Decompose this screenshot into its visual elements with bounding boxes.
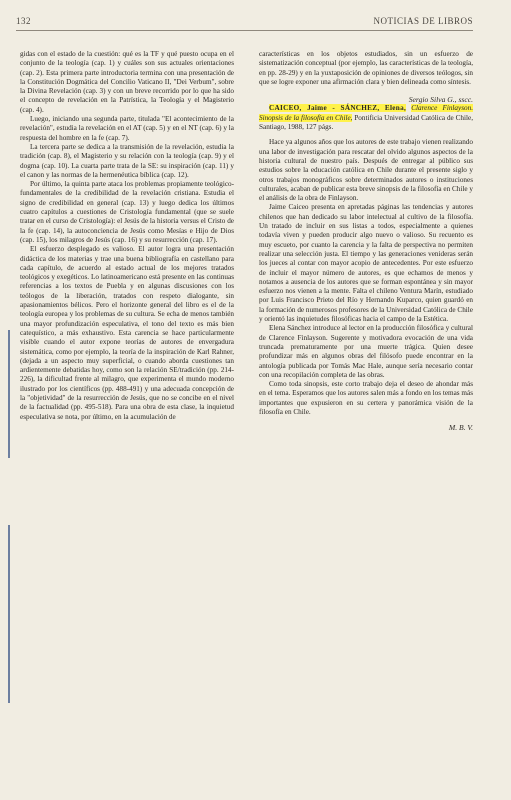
entry-authors: CAICEO, Jaime - SÁNCHEZ, Elena, bbox=[269, 104, 407, 113]
right-column bbox=[259, 50, 473, 433]
margin-annotation-bar bbox=[8, 330, 10, 458]
paragraph: Luego, iniciando una segunda parte, titulada "El acontecimiento de la revelación", estudia la revelación en el AT (cap. 5) y en el NT (cap. 6) y la respuesta del hombre en la fe (cap. 7). bbox=[20, 115, 234, 142]
entry-publication: Pontificia Universidad Católica de Chile, Santiago, 1988, 127 págs. bbox=[259, 113, 473, 132]
paragraph: El esfuerzo desplegado es valioso. El autor logra una presentación didáctica de los materias y trae una buena bibliografía en castellano para cada capítulo, de acuerdo al estado actual de los mejores tratados teológicos y exegéticos. Lo latinoamericano está presente en las continuas referencias a los textos de Puebla y en algunas discusiones con los teólogos de la liberación, tratados con respeto dialogante, sin apasionamientos bélicos. Pero el horizonte general del libro es el de la teología europea y los problemas de su cultura. Se echa de menos también una mayor profundización especulativa, el tono del texto es más bien catequístico, a más exhaustivo. Esta carencia se hace particularmente visible cuando el autor expone teorías de autores de envergadura sistemática, como por ejemplo, la teoría de la inspiración de Karl Rahner, (dejada a un aspecto muy superficial, o cuando aborda cuestiones tan ardientemente debatidas hoy, como son la relación SE/tradición (pp. 214-226), la dificultad frente al milagro, que experimenta el mundo moderno ilustrado por los científicos (pp. 488-491) y una adecuada concepción de la "objetividad" de la resurrección de Jesús, que no se concibe en el nivel de la factualidad (pp. 495-518). Para una obra de esta clase, la inquietud especulativa se nota, por último, en la acumulación de bbox=[20, 245, 234, 421]
reviewer-signature: Sergio Silva G., sscc. bbox=[408, 95, 473, 105]
page-number: 132 bbox=[16, 16, 31, 26]
paragraph: La tercera parte se dedica a la transmisión de la revelación, estudia la tradición (cap. 8), el Magisterio y su relación con la teología (cap. 9) y el dogma (cap. 10). La cuarta parte trata de la SE: su inspiración (cap. 11) y el canon y las normas de la hermenéutica bíblica (cap. 12). bbox=[20, 142, 234, 179]
left-column bbox=[20, 50, 234, 422]
paragraph: Elena Sánchez introduce al lector en la producción filosófica y cultural de Clarence Finlayson. Sugerente y motivadora evocación de una vida truncada prematuramente por una muerte trágica. Quien desee profundizar más en algunos obras del filósofo puede encontrar en la antología publicada por Tomás Mac Hale, aunque sería necesario contar con una recopilación completa de las obras. bbox=[259, 324, 473, 379]
entry-title: Clarence Finlayson. Sinopsis de la filosofía en Chile, bbox=[259, 104, 473, 122]
page-header bbox=[16, 16, 473, 26]
paragraph: Jaime Caiceo presenta en apretadas páginas las tendencias y autores chilenos que han dedicado su labor intelectual al cultivo de la filosofía. Un tratado de incluir en sus listas a todos, especialmente a quienes todavía viven y pueden producir algo nuevo o valioso. Su recuento es muy escueto, por cuanto la carencia y la falta de perspectiva no permiten realizar una selección justa. El tiempo y las generaciones venideras serán los jueces al contar con mayor acopio de antecedentes. Por este esfuerzo de incluir el mayor número de autores, es que echamos de menos y notamos a ausencia de los autores que se forman espontánea y sin mayor esfuerzo nos vienen a la mente. Falta el chileno Ventura Marín, estudiado por Luis Francisco Prieto del Río y Hernando Kuparco, quien guardó en la formación de numerosos profesores de la Universidad Católica de Chile y orientó las inquietudes filosóficas hacia el campo de la Estética. bbox=[259, 203, 473, 324]
paragraph: características en los objetos estudiados, sin un esfuerzo de sistematización conceptual (por ejemplo, las características de la teología, en pp. 28-29) y en la yuxtaposición de opiniones de diversos teólogos, sin que se logre exponer una afirmación clara y bien delineada como síntesis. bbox=[259, 50, 473, 86]
reviewer-initials: M. B. V. bbox=[448, 423, 473, 433]
paragraph: Como toda sinopsis, este corto trabajo deja el deseo de ahondar más en el tema. Esperamos que los autores salen más a fondo en los temas más importantes que expusieron en su certera y panorámica visión de la filosofía en Chile. bbox=[259, 380, 473, 416]
paragraph: gidas con el estado de la cuestión: qué es la TF y qué puesto ocupa en el conjunto de la teología (cap. 1) y cuáles son sus actuales orientaciones (cap. 2). Esta primera parte introductoria termina con una presentación de la Constitución Dogmática del Concilio Vaticano II, "Dei Verbum", sobre la Divina Revelación (cap. 3) y con un breve recorrido por lo que ha sido el concepto de revelación en la Patrística, la Teología y el Magisterio (cap. 4). bbox=[20, 50, 234, 114]
paragraph: Hace ya algunos años que los autores de este trabajo vienen realizando una labor de investigación para rescatar del olvido algunos aspectos de la historia cultural de nuestro país. Después de entregar al público sus estudios sobre la educación católica en Chile durante el presente siglo y otros trabajos monográficos sobre determinados autores o instituciones culturales, acaban de publicar esta breve sinopsis de la filosofía en Chile y el análisis de la obra de Finlayson. bbox=[259, 138, 473, 203]
running-title: NOTICIAS DE LIBROS bbox=[373, 16, 473, 26]
header-rule bbox=[16, 30, 473, 31]
margin-annotation-bar bbox=[8, 525, 10, 703]
paragraph: Por último, la quinta parte ataca los problemas propiamente teológico-fundamentales de la credibilidad de la revelación cristiana. Estudia el signo de credibilidad en general (cap. 13) y luego dedica los últimos cuatro capítulos a cuestiones de Cristología fundamental (que se suele tratar en el curso de Cristología): el Jesús de la historia versus el Cristo de la fe (cap. 14), la autoconciencia de Jesús como Mesías e Hijo de Dios (cap. 15), los milagros de Jesús (cap. 16) y su resurrección (cap. 17). bbox=[20, 180, 234, 244]
book-entry bbox=[259, 104, 473, 132]
